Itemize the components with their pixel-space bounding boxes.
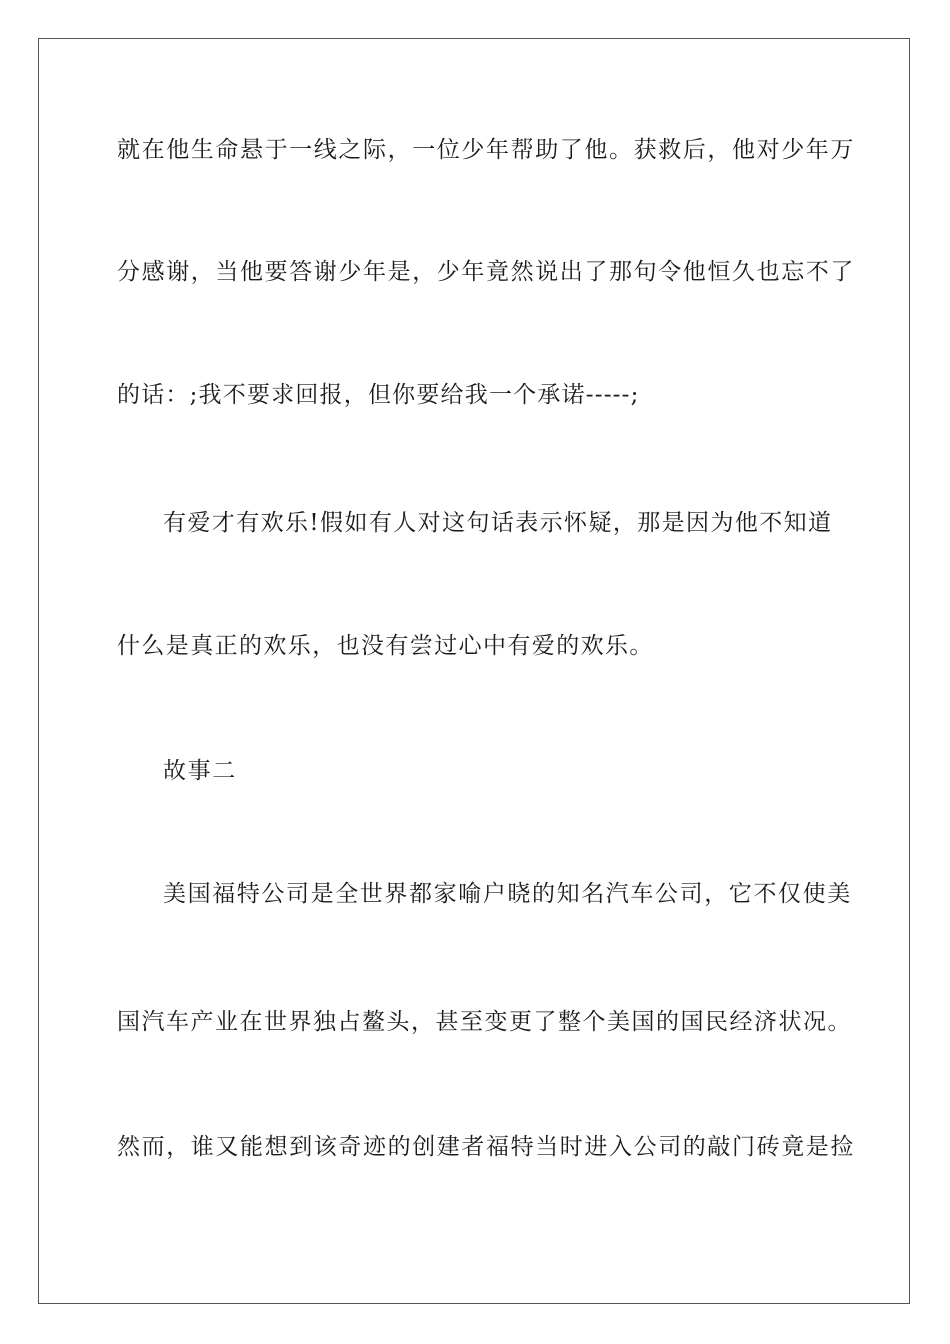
page-border (38, 38, 910, 1304)
text-line-5: 什么是真正的欢乐，也没有尝过心中有爱的欢乐。 (117, 633, 654, 659)
text-line-2: 分感谢，当他要答谢少年是，少年竟然说出了那句令他恒久也忘不了 (117, 259, 855, 285)
paragraph-start-love-joy: 有爱才有欢乐!假如有人对这句话表示怀疑，那是因为他不知道 (163, 510, 833, 536)
text-line-9: 然而，谁又能想到该奇迹的创建者福特当时进入公司的敲门砖竟是捡 (117, 1134, 855, 1160)
text-line-1: 就在他生命悬于一线之际，一位少年帮助了他。获救后，他对少年万 (117, 137, 855, 163)
section-heading-story-two: 故事二 (163, 758, 237, 784)
paragraph-start-ford: 美国福特公司是全世界都家喻户晓的知名汽车公司，它不仅使美 (163, 881, 852, 907)
text-line-3: 的话：;我不要求回报，但你要给我一个承诺-----; (117, 382, 640, 408)
text-line-8: 国汽车产业在世界独占鳌头，甚至变更了整个美国的国民经济状况。 (117, 1009, 852, 1035)
